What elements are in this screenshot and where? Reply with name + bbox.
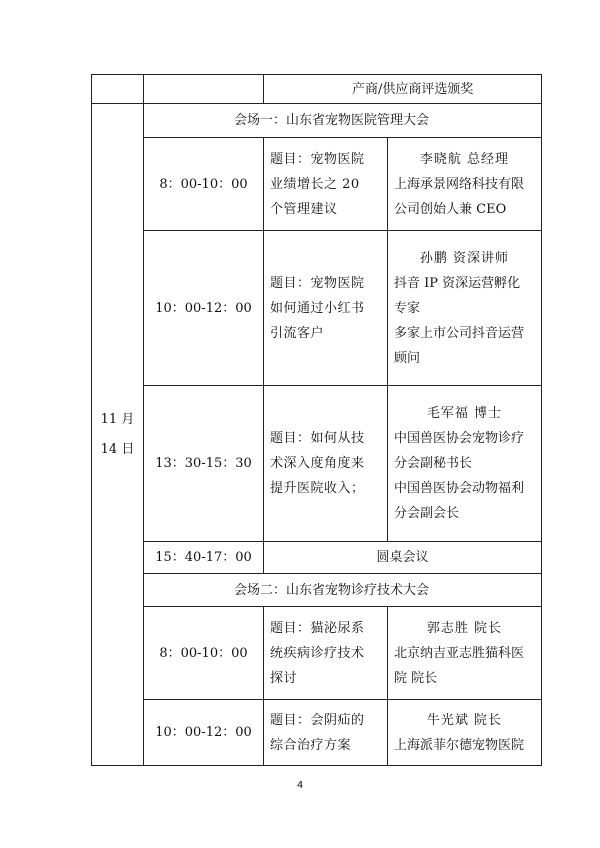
award-row-text: 产商/供应商评选颁奖 [264, 75, 542, 104]
roundtable-label: 圆桌会议 [264, 542, 542, 574]
table-row [92, 231, 542, 386]
table-row [92, 700, 542, 766]
session-time: 8：00-10：00 [144, 138, 264, 231]
table-row [92, 75, 542, 104]
session-speaker: 牛光斌 院长 上海派菲尔德宠物医院 [388, 700, 542, 766]
table-row [92, 104, 542, 138]
session-speaker: 孙鹏 资深讲师 抖音 IP 资深运营孵化 专家 多家上市公司抖音运营 顾问 [388, 231, 542, 386]
session-time: 10：00-12：00 [144, 700, 264, 766]
session-speaker: 毛军福 博士 中国兽医协会宠物诊疗 分会副秘书长 中国兽医协会动物福利 分会副会长 [388, 386, 542, 542]
session-time: 10：00-12：00 [144, 231, 264, 386]
empty-cell [92, 75, 144, 104]
session-topic: 题目：猫泌尿系 统疾病诊疗技术 探讨 [264, 607, 388, 700]
table-row [92, 607, 542, 700]
session-time: 13：30-15：30 [144, 386, 264, 542]
session-topic: 题目：会阴疝的 综合治疗方案 [264, 700, 388, 766]
date-day: 14 日 [100, 441, 135, 457]
table-row [92, 138, 542, 231]
venue2-title: 会场二：山东省宠物诊疗技术大会 [144, 574, 542, 607]
schedule-table [91, 74, 542, 766]
session-speaker: 李晓航 总经理 上海承景网络科技有限 公司创始人兼 CEO [388, 138, 542, 231]
page-number: 4 [296, 780, 304, 791]
roundtable-time: 15：40-17：00 [144, 542, 264, 574]
venue1-title: 会场一：山东省宠物医院管理大会 [144, 104, 542, 138]
session-topic: 题目：如何从技 术深入度角度来 提升医院收入； [264, 386, 388, 542]
table-row [92, 574, 542, 607]
session-speaker: 郭志胜 院长 北京纳吉亚志胜猫科医 院 院长 [388, 607, 542, 700]
date-month: 11 月 [100, 411, 135, 427]
table-row [92, 386, 542, 542]
session-time: 8：00-10：00 [144, 607, 264, 700]
table-row [92, 542, 542, 574]
session-topic: 题目：宠物医院 如何通过小红书 引流客户 [264, 231, 388, 386]
session-topic: 题目：宠物医院 业绩增长之 20 个管理建议 [264, 138, 388, 231]
empty-cell [144, 75, 264, 104]
date-cell [92, 104, 144, 766]
